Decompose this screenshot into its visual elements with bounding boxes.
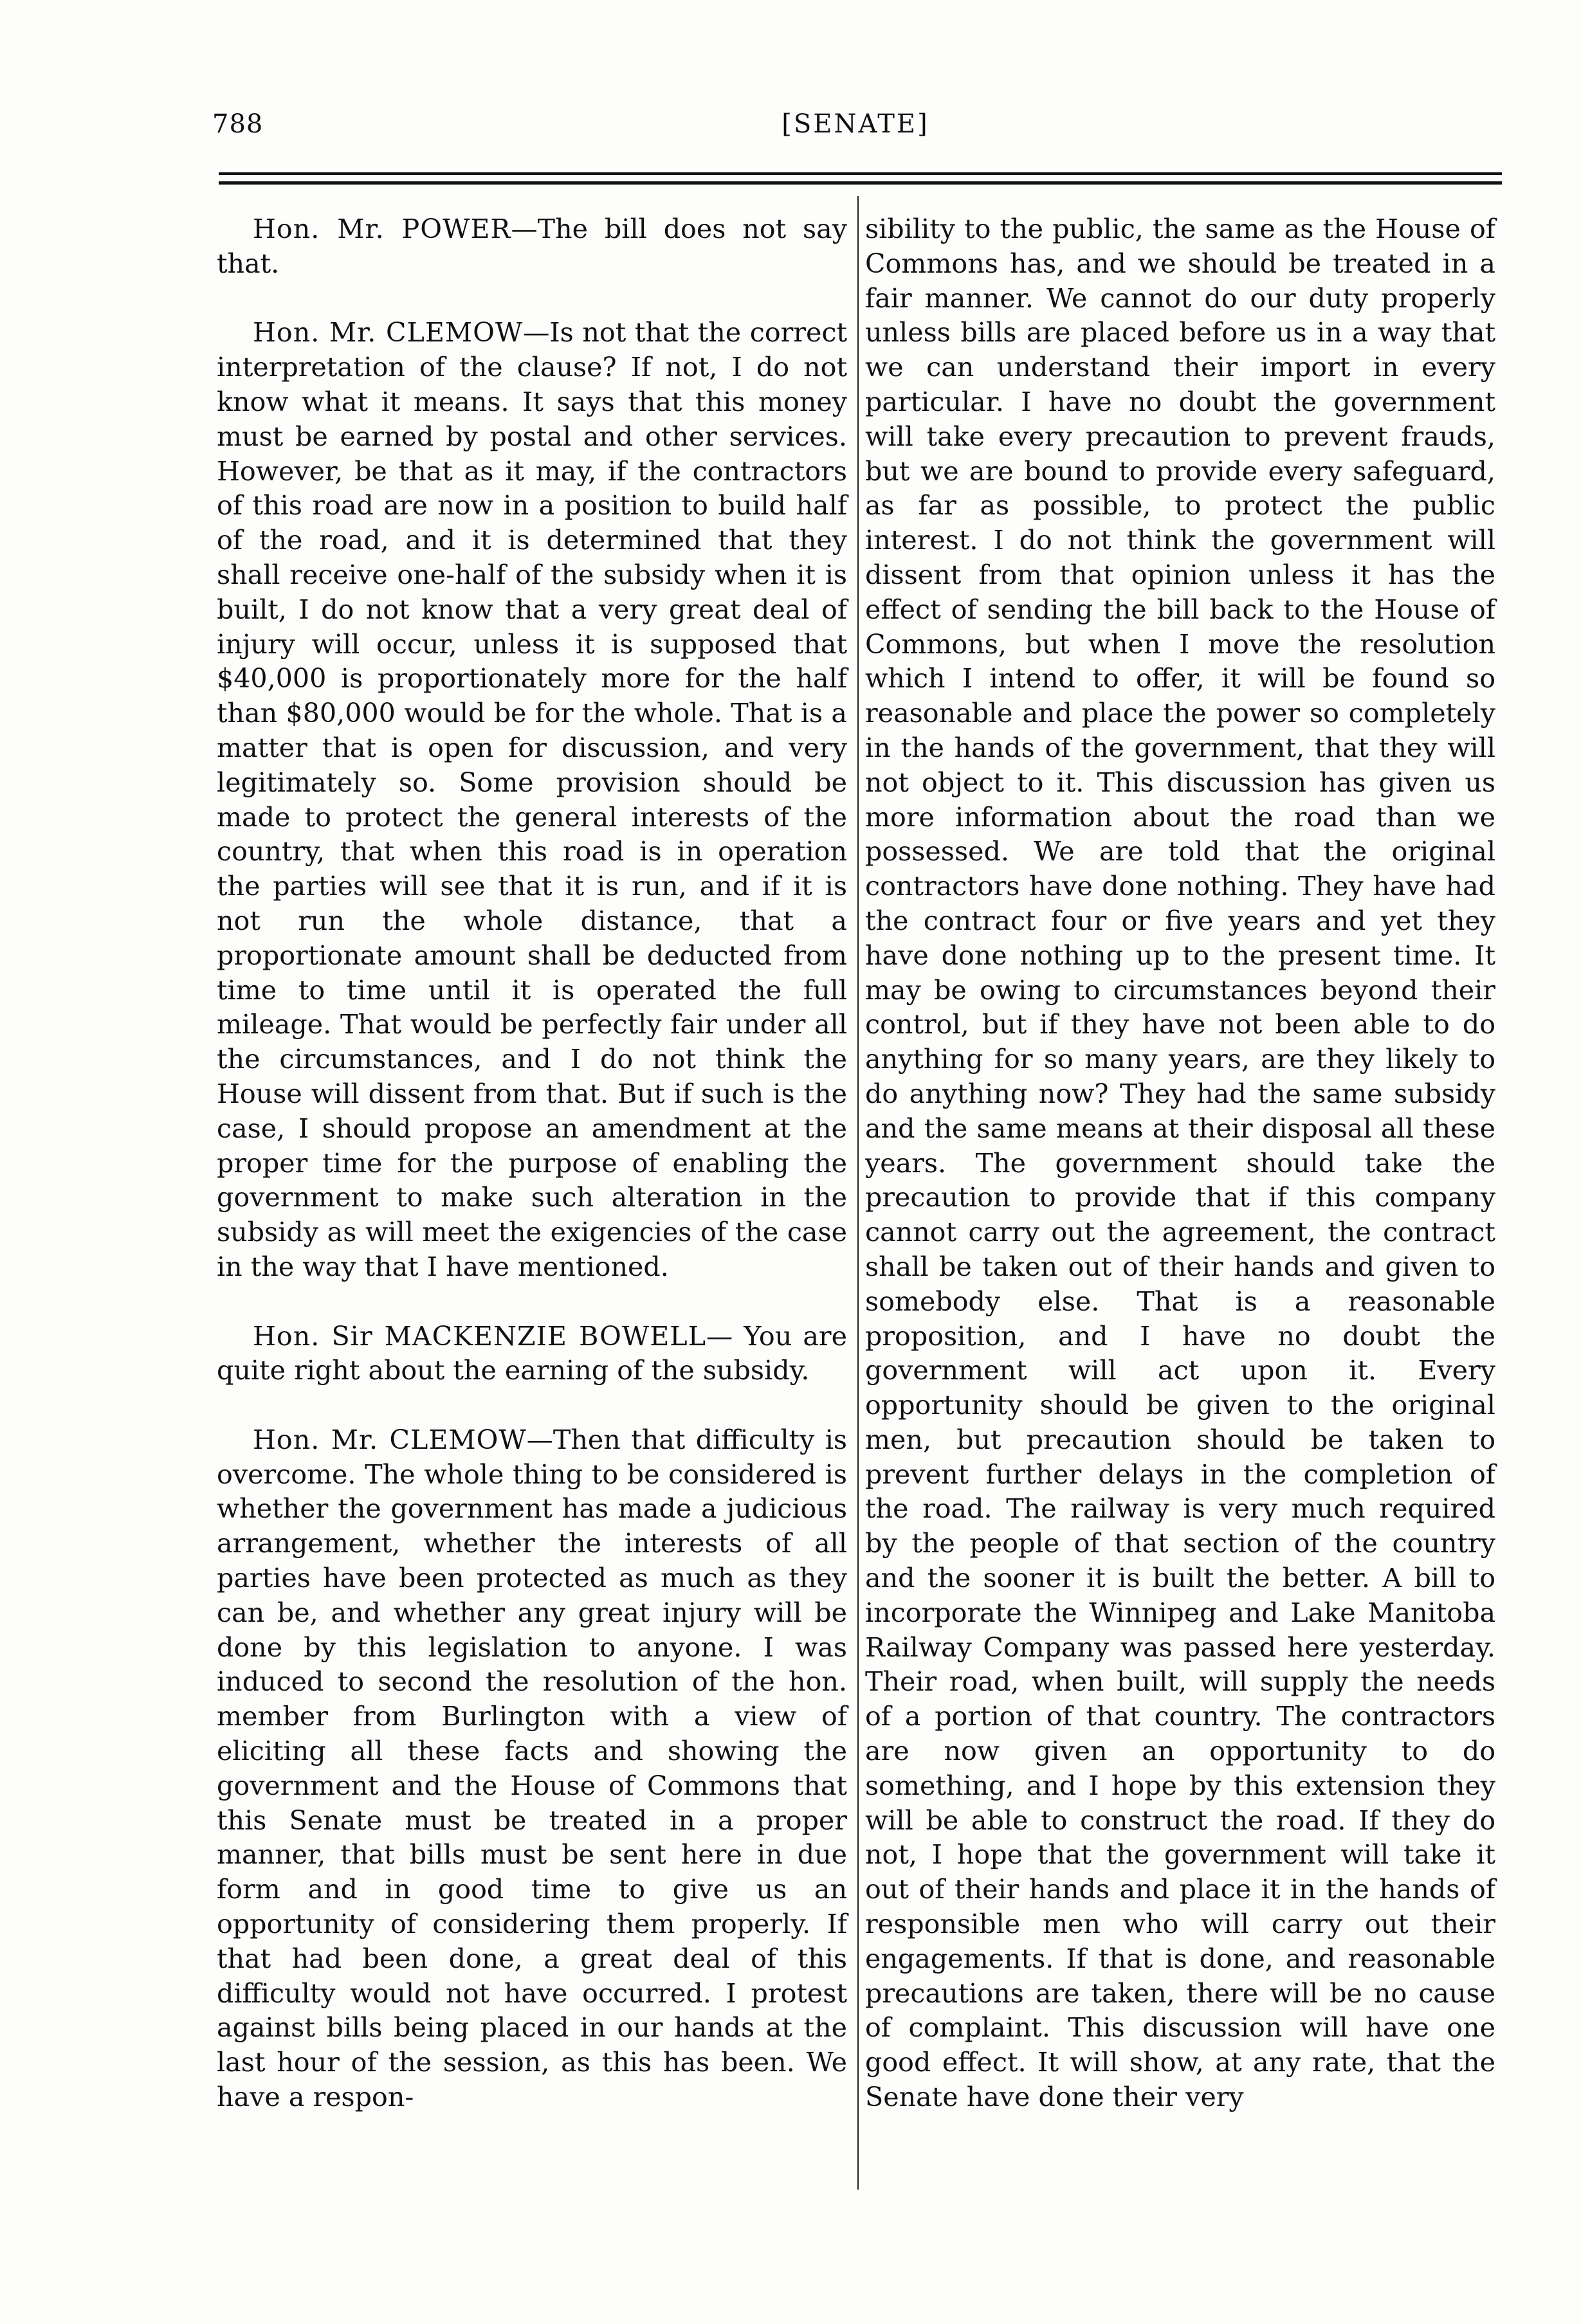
speech-paragraph [217,1423,847,2115]
speech-paragraph [217,1320,847,1389]
column-divider [857,196,859,2190]
page-header [212,109,1499,148]
speech-paragraph [217,316,847,1284]
speaker-name: Hon. Mr. POWER [253,213,511,244]
header-rule-thin [219,172,1502,175]
speech-continuation: sibility to the public, the same as the House of Commons has, and we should be treated in a fair manner. We cannot do our duty properly unless bills are placed before us in a way that we can understand their import in every particular. I have no doubt the government will take every precaution to prevent frauds, but we are bound to provide every safeguard, as far as possible, to protect the public interest. I do not think the government will dissent from that opinion unless it has the effect of sending the bill back to the House of Commons, but when I move the resolution which I intend to offer, it will be found so reasonable and place the power so completely in the hands of the government, that they will not object to it. This discussion has given us more information about the road than we possessed. We are told that the original contractors have done nothing. They have had the contract four or five years and yet they have done nothing up to the present time. It may be owing to circumstances beyond their control, but if they have not been able to do anything for so many years, are they likely to do anything now? They had the same subsidy and the same means at their disposal all these years. The government should take the precaution to provide that if this company cannot carry out the agreement, the contract shall be taken out of their hands and given to somebody else. That is a reasonable proposition, and I have no doubt the government will act upon it. Every opportunity should be given to the original men, but precaution should be taken to prevent further delays in the completion of the road. The railway is very much required by the people of that section of the country and the sooner it is built the better. A bill to incorporate the Winnipeg and Lake Manitoba Railway Company was passed here yesterday. Their road, when built, will supply the needs of a portion of that country. The contractors are now given an opportunity to do something, and I hope by this extension they will be able to construct the road. If they do not, I hope that the government will take it out of their hands and place it in the hands of responsible men who will carry out their engagements. If that is done, and reasonable precautions are taken, there will be no cause of complaint. This discussion will have one good effect. It will show, at any rate, that the Senate have done their very [865,213,1495,2113]
right-column [865,212,1495,2115]
speech-text: —Is not that the correct interpretation of the clause? If not, I do not know what it means. It says that this money must be earned by postal and other services. However, be that as it may, if the contractors of this road are now in a position to build half of the road, and it is determined that they shall receive one-half of the subsidy when it is built, I do not know that a very great deal of injury will occur, unless it is supposed that $40,000 is proportionately more for the half than $80,000 would be for the whole. That is a matter that is open for discussion, and very legitimately so. Some provision should be made to protect the general interests of the country, that when this road is in operation the parties will see that it is run, and if it is not run the whole distance, that a proportionate amount shall be deducted from time to time until it is operated the full mileage. That would be perfectly fair under all the circumstances, and I do not think the House will dissent from that. But if such is the case, I should propose an amendment at the proper time for the purpose of enabling the government to make such alteration in the subsidy as will meet the exigencies of the case in the way that I have mentioned. [217,317,847,1282]
header-rule-thick [219,181,1502,185]
speech-paragraph [217,212,847,282]
speaker-name: Hon. Mr. CLEMOW [253,1424,527,1455]
speech-text: —Then that difficulty is overcome. The whole thing to be considered is whether the government has made a judicious arrangement, whether the interests of all parties have been protected as much as they can be, and whether any great injury will be done by this legislation to anyone. I was induced to second the resolution of the hon. member from Burlington with a view of eliciting all these facts and showing the government and the House of Commons that this Senate must be treated in a proper manner, that bills must be sent here in due form and in good time to give us an opportunity of considering them properly. If that had been done, a great deal of this difficulty would not have occurred. I protest against bills being placed in our hands at the last hour of the session, as this has been. We have a respon- [217,1424,848,2113]
running-head: [SENATE] [781,109,929,139]
speaker-name: Hon. Sir MACKENZIE BOWELL [253,1320,706,1352]
speech-text: —The bill does not say that. [217,213,847,279]
left-column [217,212,847,2115]
page-number: 788 [212,109,264,139]
speaker-name: Hon. Mr. CLEMOW [253,317,524,349]
speech-text: — You are quite right about the earning of the subsidy. [217,1320,847,1386]
